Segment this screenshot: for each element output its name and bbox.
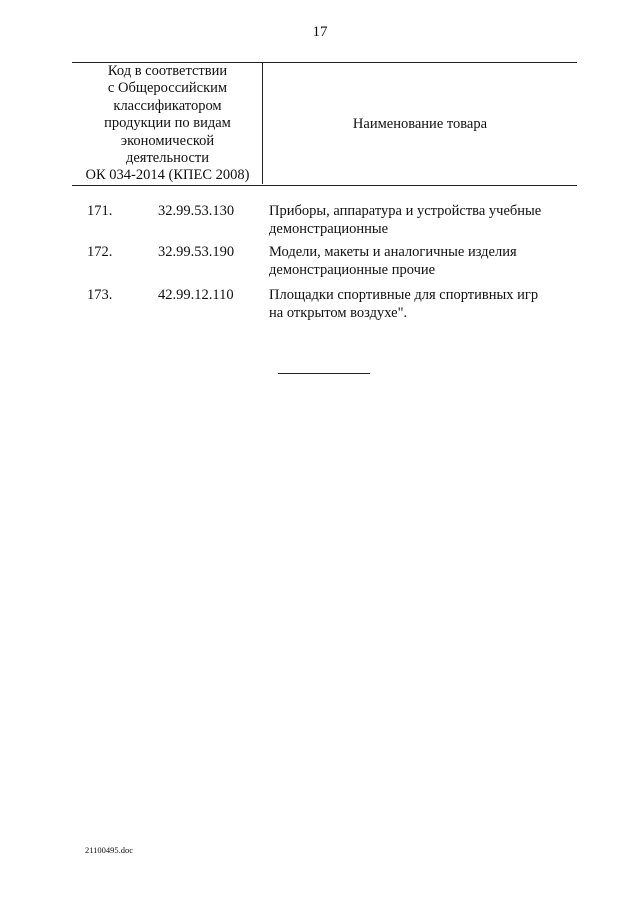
row-name-line: Модели, макеты и аналогичные изделия [269, 244, 517, 260]
header-code-line: классификатором [113, 97, 222, 114]
header-code-line: экономической [120, 132, 215, 149]
row-code: 42.99.12.110 [158, 287, 234, 303]
row-code: 32.99.53.190 [158, 244, 235, 260]
row-number: 171. [87, 203, 113, 219]
header-code-column [75, 63, 260, 185]
row-name-line: на открытом воздухе". [269, 304, 408, 321]
end-of-document-rule [278, 373, 370, 374]
header-name-column: Наименование товара [352, 116, 488, 132]
row-number: 172. [87, 244, 113, 260]
row-name [269, 244, 569, 279]
header-code-line: с Общероссийским [107, 80, 228, 97]
header-code-line: деятельности [125, 150, 209, 167]
row-name-line: Приборы, аппаратура и устройства учебные [269, 203, 542, 219]
row-code: 32.99.53.130 [158, 203, 235, 219]
header-code-line: продукции по видам [104, 115, 231, 132]
row-name-line: демонстрационные [269, 220, 389, 237]
footer-file-name: 21100495.doc [85, 845, 134, 855]
row-number: 173. [87, 287, 113, 303]
row-name-line: демонстрационные прочие [269, 261, 436, 278]
row-name [269, 287, 569, 322]
row-name-line: Площадки спортивные для спортивных игр [269, 287, 539, 303]
header-code-line: ОК 034-2014 (КПЕС 2008) [85, 167, 250, 184]
header-code-line: Код в соответствии [107, 63, 228, 79]
row-name [269, 203, 569, 238]
page-number: 17 [312, 24, 328, 40]
